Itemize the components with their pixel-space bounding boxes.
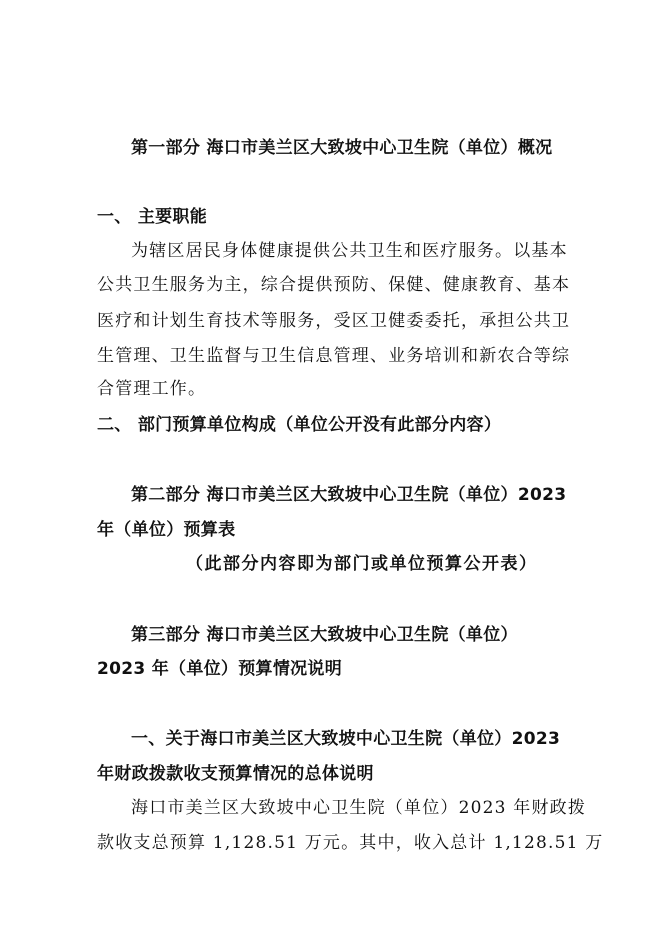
part3-title-line1: 第三部分 海口市美兰区大致坡中心卫生院（单位）: [131, 625, 518, 645]
part2-subtitle: （此部分内容即为部门或单位预算公开表）: [186, 554, 538, 574]
part1-section2-heading: 二、 部门预算单位构成（单位公开没有此部分内容）: [97, 415, 502, 435]
part1-section1-body-line: 生管理、卫生监督与卫生信息管理、业务培训和新农合等综: [97, 346, 571, 366]
part1-section1-body-line: 公共卫生服务为主，综合提供预防、保健、健康教育、基本: [97, 275, 571, 295]
part2-title-line2: 年（单位）预算表: [97, 520, 236, 540]
part1-title: 第一部分 海口市美兰区大致坡中心卫生院（单位）概况: [131, 138, 553, 158]
part1-section1-body-line: 医疗和计划生育技术等服务，受区卫健委委托，承担公共卫: [97, 311, 571, 331]
part1-section1-heading: 一、 主要职能: [97, 207, 208, 227]
part3-section1-heading-line1: 一、关于海口市美兰区大致坡中心卫生院（单位）2023: [131, 729, 561, 749]
part3-section1-body-line: 款收支总预算 1,128.51 万元。其中，收入总计 1,128.51 万: [97, 833, 604, 853]
part3-title-line2: 2023 年（单位）预算情况说明: [97, 659, 343, 679]
part1-section1-body-line: 为辖区居民身体健康提供公共卫生和医疗服务。以基本: [131, 241, 568, 261]
part2-title-line1: 第二部分 海口市美兰区大致坡中心卫生院（单位）2023: [131, 485, 567, 505]
part1-section1-body-line: 合管理工作。: [97, 379, 207, 399]
part3-section1-body-line: 海口市美兰区大致坡中心卫生院（单位）2023 年财政拨: [131, 798, 587, 818]
part3-section1-heading-line2: 年财政拨款收支预算情况的总体说明: [97, 764, 374, 784]
